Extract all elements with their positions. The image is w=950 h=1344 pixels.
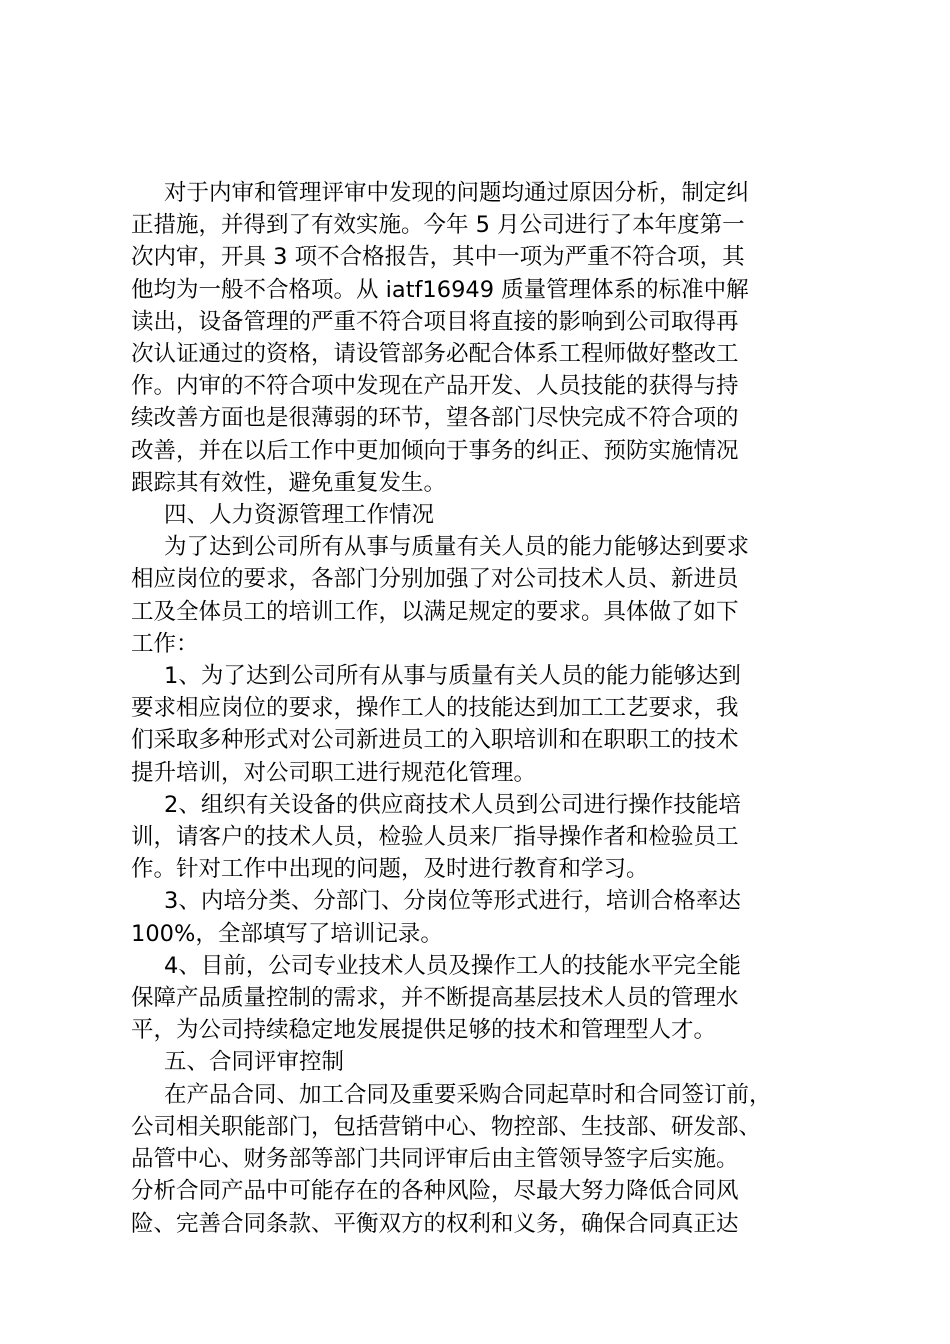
text-line: 对于内审和管理评审中发现的问题均通过原因分析，制定纠 — [164, 180, 750, 206]
text-line: 提升培训，对公司职工进行规范化管理。 — [131, 759, 537, 786]
text-line: 作。内审的不符合项中发现在产品开发、人员技能的获得与持 — [131, 373, 739, 400]
section-heading: 五、合同评审控制 — [164, 1049, 345, 1076]
text-line: 次内审，开具 3 项不合格报告，其中一项为严重不符合项，其 — [131, 244, 745, 271]
list-item-line: 1、为了达到公司所有从事与质量有关人员的能力能够达到 — [164, 663, 741, 690]
text-line: 他均为一般不合格项。从 iatf16949 质量管理体系的标准中解 — [131, 276, 749, 303]
list-item-line: 4、目前，公司专业技术人员及操作工人的技能水平完全能 — [164, 952, 741, 979]
text-line: 在产品合同、加工合同及重要采购合同起草时和合同签订前， — [164, 1081, 772, 1108]
text-line: 要求相应岗位的要求，操作工人的技能达到加工工艺要求，我 — [131, 695, 739, 722]
text-line: 改善，并在以后工作中更加倾向于事务的纠正、预防实施情况 — [131, 437, 739, 464]
text-line: 次认证通过的资格，请设管部务必配合体系工程师做好整改工 — [131, 341, 739, 368]
text-line: 们采取多种形式对公司新进员工的入职培训和在职职工的技术 — [131, 727, 739, 754]
text-line: 跟踪其有效性，避免重复发生。 — [131, 469, 447, 496]
text-line: 相应岗位的要求，各部门分别加强了对公司技术人员、新进员 — [131, 566, 739, 593]
text-line: 为了达到公司所有从事与质量有关人员的能力能够达到要求 — [164, 534, 750, 561]
text-line: 作。针对工作中出现的问题，及时进行教育和学习。 — [131, 856, 649, 883]
text-line: 正措施，并得到了有效实施。今年 5 月公司进行了本年度第一 — [131, 212, 745, 239]
text-line: 工作： — [131, 630, 199, 657]
text-line: 险、完善合同条款、平衡双方的权利和义务，确保合同真正达 — [131, 1210, 739, 1237]
text-line: 公司相关职能部门，包括营销中心、物控部、生技部、研发部、 — [131, 1113, 762, 1140]
text-line: 平，为公司持续稳定地发展提供足够的技术和管理型人才。 — [131, 1017, 717, 1044]
text-line: 续改善方面也是很薄弱的环节，望各部门尽快完成不符合项的 — [131, 405, 739, 432]
text-line: 读出，设备管理的严重不符合项目将直接的影响到公司取得再 — [131, 308, 739, 335]
text-line: 保障产品质量控制的需求，并不断提高基层技术人员的管理水 — [131, 985, 739, 1012]
text-line: 分析合同产品中可能存在的各种风险，尽最大努力降低合同风 — [131, 1178, 739, 1205]
text-line: 品管中心、财务部等部门共同评审后由主管领导签字后实施。 — [131, 1146, 739, 1173]
list-item-line: 2、组织有关设备的供应商技术人员到公司进行操作技能培 — [164, 791, 741, 818]
text-line: 训，请客户的技术人员，检验人员来厂指导操作者和检验员工 — [131, 824, 739, 851]
section-heading: 四、人力资源管理工作情况 — [164, 502, 435, 529]
document-body — [131, 177, 831, 1240]
text-line: 工及全体员工的培训工作，以满足规定的要求。具体做了如下 — [131, 598, 739, 625]
text-line: 100%，全部填写了培训记录。 — [131, 920, 443, 947]
list-item-line: 3、内培分类、分部门、分岗位等形式进行，培训合格率达 — [164, 888, 741, 915]
